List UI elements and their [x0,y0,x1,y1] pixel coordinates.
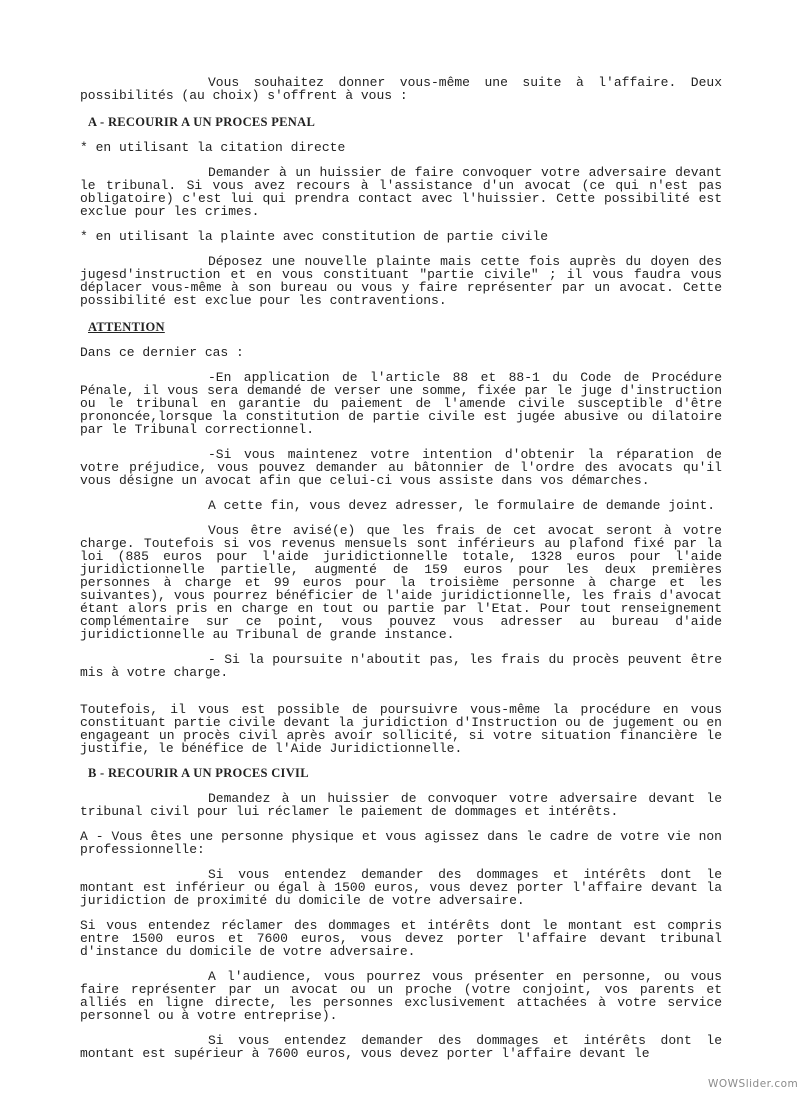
section-b-paragraph-2: A - Vous êtes une personne physique et vous agissez dans le cadre de votre vie non professionnelle: [80,829,722,857]
section-b-paragraph-6: Si vous entendez demander des dommages et intérêts dont le montant est supérieur à 7600 euros, vous devez porter l'affaire devant le [80,1033,722,1061]
section-b-paragraph-3: Si vous entendez demander des dommages et intérêts dont le montant est inférieur ou égal à 1500 euros, vous devez porter l'affaire devant la juridiction de proximité du domicile de votre adversaire. [80,867,722,908]
intro-paragraph: Vous souhaitez donner vous-même une suite à l'affaire. Deux possibilités (au choix) s'offrent à vous : [80,75,722,103]
attention-paragraph-5: - Si la poursuite n'aboutit pas, les frais du procès peuvent être mis à votre charge. [80,652,722,680]
attention-paragraph-1: -En application de l'article 88 et 88-1 du Code de Procédure Pénale, il vous sera demandé de verser une somme, fixée par le juge d'instruction ou le tribunal en garantie du paiement de l'amende civile susceptible d'être prononcée,lorsque la constitution de partie civile est jugée abusive ou dilatoire par le Tribunal correctionnel. [80,370,722,437]
option-plainte-title: * en utilisant la plainte avec constitution de partie civile [80,229,549,244]
attention-heading: ATTENTION [88,320,165,334]
section-b-heading: B - RECOURIR A UN PROCES CIVIL [88,766,309,780]
option-plainte-text: Déposez une nouvelle plainte mais cette fois auprès du doyen des jugesd'instruction et en vous constituant "partie civile" ; il vous faudra vous déplacer vous-même à son bureau ou vous y faire représenter par un avocat. Cette possibilité est exclue pour les contraventions. [80,254,722,308]
option-citation-title: * en utilisant la citation directe [80,140,346,155]
watermark-logo: WOWSlider.com [708,1078,799,1090]
section-b-paragraph-1: Demandez à un huissier de convoquer votre adversaire devant le tribunal civil pour lui réclamer le paiement de dommages et intérêts. [80,791,722,819]
attention-intro: Dans ce dernier cas : [80,345,244,360]
closing-paragraph: Toutefois, il vous est possible de poursuivre vous-même la procédure en vous constituant partie civile devant la juridiction d'Instruction ou de jugement ou en engageant un procès civil après avoir sollicité, si votre situation financière le justifie, le bénéfice de l'Aide Juridictionnelle. [80,702,722,756]
attention-paragraph-2: -Si vous maintenez votre intention d'obtenir la réparation de votre préjudice, vous pouvez demander au bâtonnier de l'ordre des avocats qu'il vous désigne un avocat afin que celui-ci vous assiste dans vos démarches. [80,447,722,488]
section-b-paragraph-4: Si vous entendez réclamer des dommages et intérêts dont le montant est compris entre 1500 euros et 7600 euros, vous devez porter l'affaire devant tribunal d'instance du domicile de votre adversaire. [80,918,722,959]
option-citation-text: Demander à un huissier de faire convoquer votre adversaire devant le tribunal. Si vous avez recours à l'assistance d'un avocat (ce qui n'est pas obligatoire) c'est lui qui prendra contact avec l'huissier. Cette possibilité est exclue pour les crimes. [80,165,722,219]
section-a-heading: A - RECOURIR A UN PROCES PENAL [88,115,316,129]
document-page [80,76,722,1060]
attention-paragraph-3: A cette fin, vous devez adresser, le formulaire de demande joint. [208,498,716,513]
attention-paragraph-4: Vous être avisé(e) que les frais de cet avocat seront à votre charge. Toutefois si vos revenus mensuels sont inférieurs au plafond fixé par la loi (885 euros pour l'aide juridictionnelle totale, 1328 euros pour l'aide juridictionnelle partielle, augmenté de 159 euros pour les deux premières personnes à charge et 99 euros pour la troisième personne à charge et les suivantes), vous pourrez bénéficier de l'aide juridictionnelle, les frais d'avocat étant alors pris en charge en tout ou partie par l'Etat. Pour tout renseignement complémentaire sur ce point, vous pouvez vous adresser au bureau d'aide juridictionnelle au Tribunal de grande instance. [80,523,722,642]
section-b-paragraph-5: A l'audience, vous pourrez vous présenter en personne, ou vous faire représenter par un avocat ou un proche (votre conjoint, vos parents et alliés en ligne directe, les personnes exclusivement attachées à votre service personnel ou à votre entreprise). [80,969,722,1023]
